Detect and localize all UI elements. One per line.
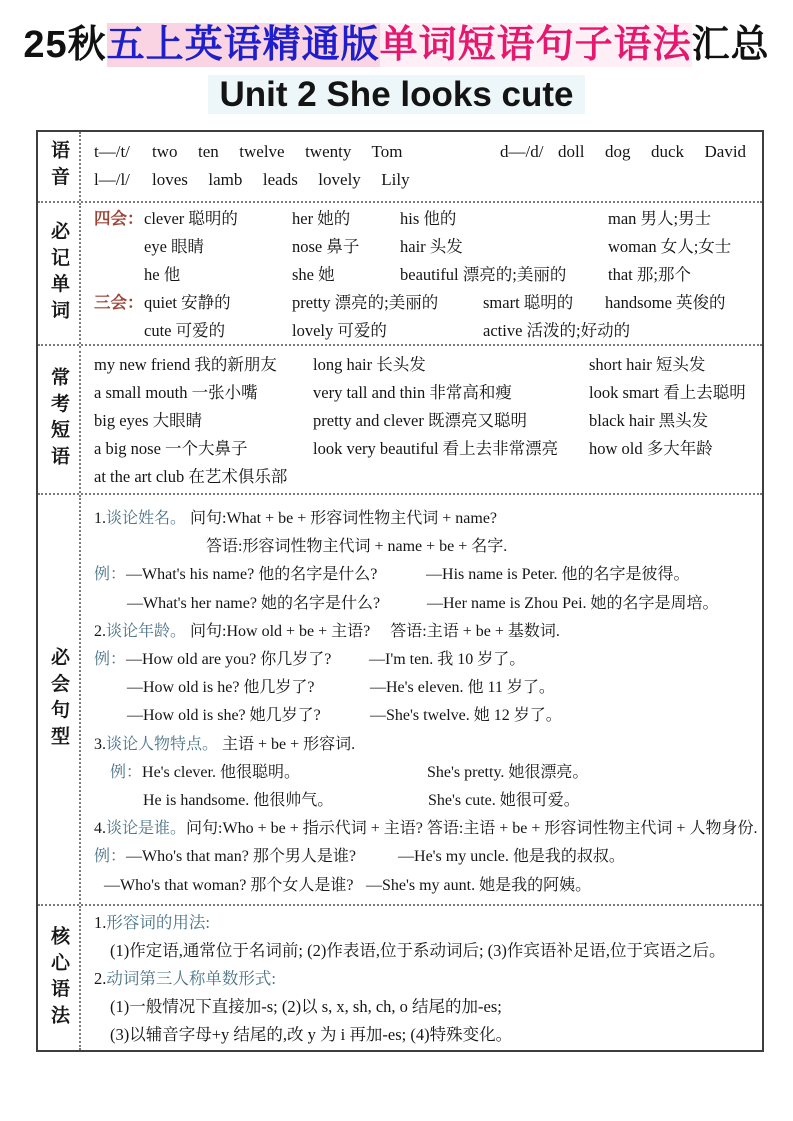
line-text: —How old is he? 他几岁了? (127, 679, 315, 697)
line-text: He's clever. 他很聪明。 (142, 763, 300, 781)
phrase-entry: how old 多大年龄 (589, 439, 713, 458)
word-row (94, 317, 758, 344)
line-text: —I'm ten. 我 10 岁了。 (369, 651, 526, 669)
line-text: (3)以辅音字母+y 结尾的,改 y 为 i 再加-es; (4)特殊变化。 (110, 1025, 513, 1044)
word-entry: hair 头发 (400, 237, 463, 256)
section-key-phrases (38, 344, 762, 493)
line-text: (1)一般情况下直接加-s; (2)以 s, x, sh, ch, o 结尾的加-es; (110, 997, 502, 1016)
phonetic-rule: t—/t/ (94, 142, 130, 161)
word-entry: eye 眼睛 (144, 237, 205, 256)
sentence-line (94, 843, 758, 871)
sentence-line (94, 702, 758, 730)
line-text: (1)作定语,通常位于名词前; (2)作表语,位于系动词后; (3)作宾语补足语,位于宾语之后。 (110, 941, 726, 960)
section-label-sentences: 必会句型 (48, 647, 69, 752)
sentence-line (94, 561, 758, 589)
words-content (79, 203, 762, 344)
grammar-line (94, 937, 758, 965)
line-text: —His name is Peter. 他的名字是彼得。 (426, 566, 690, 584)
topic-label: 例： (94, 566, 127, 584)
word-entry: lovely 可爱的 (292, 321, 387, 340)
line-text: —He's my uncle. 他是我的叔叔。 (398, 848, 625, 866)
word-entry: pretty 漂亮的;美丽的 (292, 293, 439, 312)
phonetic-left-group (94, 166, 500, 194)
line-text: —How old is she? 她几岁了? (127, 707, 321, 725)
line-text: He is handsome. 他很帅气。 (143, 792, 334, 810)
unit-subtitle (0, 72, 793, 118)
page-title (0, 0, 793, 70)
section-label-words: 必记单词 (48, 221, 69, 326)
phrase-entry: very tall and thin 非常高和瘦 (313, 383, 512, 402)
line-text: —What's her name? 她的名字是什么? (127, 594, 381, 612)
grammar-line (94, 965, 758, 993)
line-text: —What's his name? 他的名字是什么? (126, 566, 378, 584)
proficiency-tag (94, 317, 144, 344)
line-text: 主语 + be + 形容词. (218, 735, 356, 753)
word-entry: his 他的 (400, 209, 457, 228)
phrase-entry: a big nose 一个大鼻子 (94, 439, 248, 458)
section-phonics (38, 132, 762, 201)
topic-label: 例： (94, 848, 127, 866)
topic-label: 谈论姓名。 (106, 510, 187, 527)
line-text: —She's twelve. 她 12 岁了。 (370, 707, 562, 725)
title-part-term: 25秋 (23, 24, 107, 66)
word-entry: active 活泼的;好动的 (483, 321, 631, 340)
topic-label: 动词第三人称单数形式: (106, 969, 276, 988)
word-entry: nose 鼻子 (292, 237, 360, 256)
phonetic-line (94, 138, 758, 166)
phrase-row (94, 379, 758, 407)
word-row (94, 261, 758, 289)
title-part-summary: 汇总 (691, 24, 770, 66)
line-text: —Her name is Zhou Pei. 她的名字是周培。 (427, 594, 719, 612)
proficiency-tag (94, 233, 144, 261)
sentence-line (94, 590, 758, 618)
grammar-line (94, 1021, 758, 1049)
phrase-entry: a small mouth 一张小嘴 (94, 383, 258, 402)
phrase-entry: short hair 短头发 (589, 355, 706, 374)
topic-label: 例： (110, 763, 143, 781)
phrase-entry: long hair 长头发 (313, 355, 426, 374)
line-text: She's cute. 她很可爱。 (428, 792, 580, 810)
phrase-entry: at the art club 在艺术俱乐部 (94, 467, 288, 486)
line-text: 问句:What + be + 形容词性物主代词 + name? (186, 510, 498, 527)
phrases-content (79, 346, 762, 493)
topic-label: 谈论年龄。 (106, 622, 187, 640)
word-row (94, 205, 758, 233)
word-entry: clever 聪明的 (144, 209, 238, 228)
phonetic-line (94, 166, 758, 194)
summary-table (36, 130, 764, 1052)
sentence-line (94, 533, 758, 561)
word-row (94, 289, 758, 317)
title-part-content: 单词短语句子语法 (379, 24, 692, 66)
word-entry: that 那;那个 (608, 265, 691, 284)
sentence-line (94, 872, 758, 900)
line-text: 2. (94, 622, 106, 640)
line-text: 2. (94, 969, 107, 988)
line-text: —He's eleven. 他 11 岁了。 (370, 679, 555, 697)
line-text: 问句:Who + be + 指示代词 + 主语? 答语:主语 + be + 形容词性物主代词 + 人物身份. (186, 820, 758, 838)
phrase-row (94, 351, 758, 379)
proficiency-tag: 三会： (94, 293, 144, 312)
topic-label: 谈论人物特点。 (106, 735, 219, 753)
line-text: 4. (94, 820, 106, 838)
grammar-line (94, 909, 758, 937)
line-text: 答语:形容词性物主代词 + name + be + 名字. (206, 538, 508, 556)
word-entry: handsome 英俊的 (605, 293, 726, 312)
proficiency-tag: 四会： (94, 209, 144, 228)
word-entry: man 男人;男士 (608, 209, 712, 228)
word-entry: quiet 安静的 (144, 293, 231, 312)
phrase-entry: black hair 黑头发 (589, 411, 709, 430)
section-label-phrases: 常考短语 (48, 367, 69, 472)
phonetic-words: loves lamb leads lovely Lily (152, 170, 410, 189)
phrase-row (94, 407, 758, 435)
sentence-line (94, 505, 758, 533)
topic-label: 谈论是谁。 (106, 820, 187, 838)
phrase-row (94, 463, 758, 491)
sentence-line (94, 787, 758, 815)
section-must-know-words (38, 201, 762, 344)
line-text: She's pretty. 她很漂亮。 (427, 763, 589, 781)
line-text: —Who's that man? 那个男人是谁? (126, 848, 356, 866)
topic-label: 形容词的用法: (106, 913, 210, 932)
sentence-line (94, 815, 758, 843)
line-text: —Who's that woman? 那个女人是谁? (104, 876, 358, 894)
grammar-line (94, 993, 758, 1021)
phonetic-words: two ten twelve twenty Tom (152, 142, 403, 161)
topic-label: 例： (94, 651, 127, 669)
sentence-line (94, 646, 758, 674)
phonetic-rule: l—/l/ (94, 170, 130, 189)
word-entry: beautiful 漂亮的;美丽的 (400, 265, 567, 284)
word-entry: woman 女人;女士 (608, 237, 732, 256)
line-text: 问句:How old + be + 主语? 答语:主语 + be + 基数词. (186, 622, 560, 640)
phrase-entry: look smart 看上去聪明 (589, 383, 746, 402)
word-entry: she 她 (292, 265, 335, 284)
phrase-entry: big eyes 大眼睛 (94, 411, 203, 430)
grammar-content (79, 906, 762, 1050)
word-entry: he 他 (144, 265, 181, 284)
proficiency-tag (94, 261, 144, 289)
title-part-edition: 五上英语精通版 (106, 24, 380, 66)
sentence-line (94, 731, 758, 759)
word-entry: smart 聪明的 (483, 293, 574, 312)
phonetic-right-group (500, 138, 746, 166)
phrase-entry: look very beautiful 看上去非常漂亮 (313, 439, 559, 458)
section-core-grammar (38, 904, 762, 1050)
line-text: 1. (94, 913, 107, 932)
line-text: —How old are you? 你几岁了? (126, 651, 332, 669)
section-key-sentences (38, 493, 762, 904)
line-text: —She's my aunt. 她是我的阿姨。 (366, 876, 592, 894)
sentence-line (94, 674, 758, 702)
line-text: 3. (94, 735, 106, 753)
phonetic-rule: d—/d/ (500, 142, 544, 161)
word-entry: her 她的 (292, 209, 351, 228)
phrase-entry: my new friend 我的新朋友 (94, 355, 277, 374)
section-label-phonics: 语音 (48, 140, 69, 193)
phonetic-left-group (94, 138, 500, 166)
line-text: 1. (94, 510, 106, 527)
phonetic-words: doll dog duck David (558, 142, 747, 161)
section-label-grammar: 核心语法 (48, 925, 69, 1031)
phonics-content (79, 132, 762, 201)
unit-subtitle-text: Unit 2 She looks cute (208, 75, 586, 114)
phrase-row (94, 435, 758, 463)
word-row (94, 233, 758, 261)
word-entry: cute 可爱的 (144, 321, 226, 340)
sentence-line (94, 759, 758, 787)
sentence-line (94, 618, 758, 646)
sentences-content (79, 495, 762, 904)
phrase-entry: pretty and clever 既漂亮又聪明 (313, 411, 527, 430)
